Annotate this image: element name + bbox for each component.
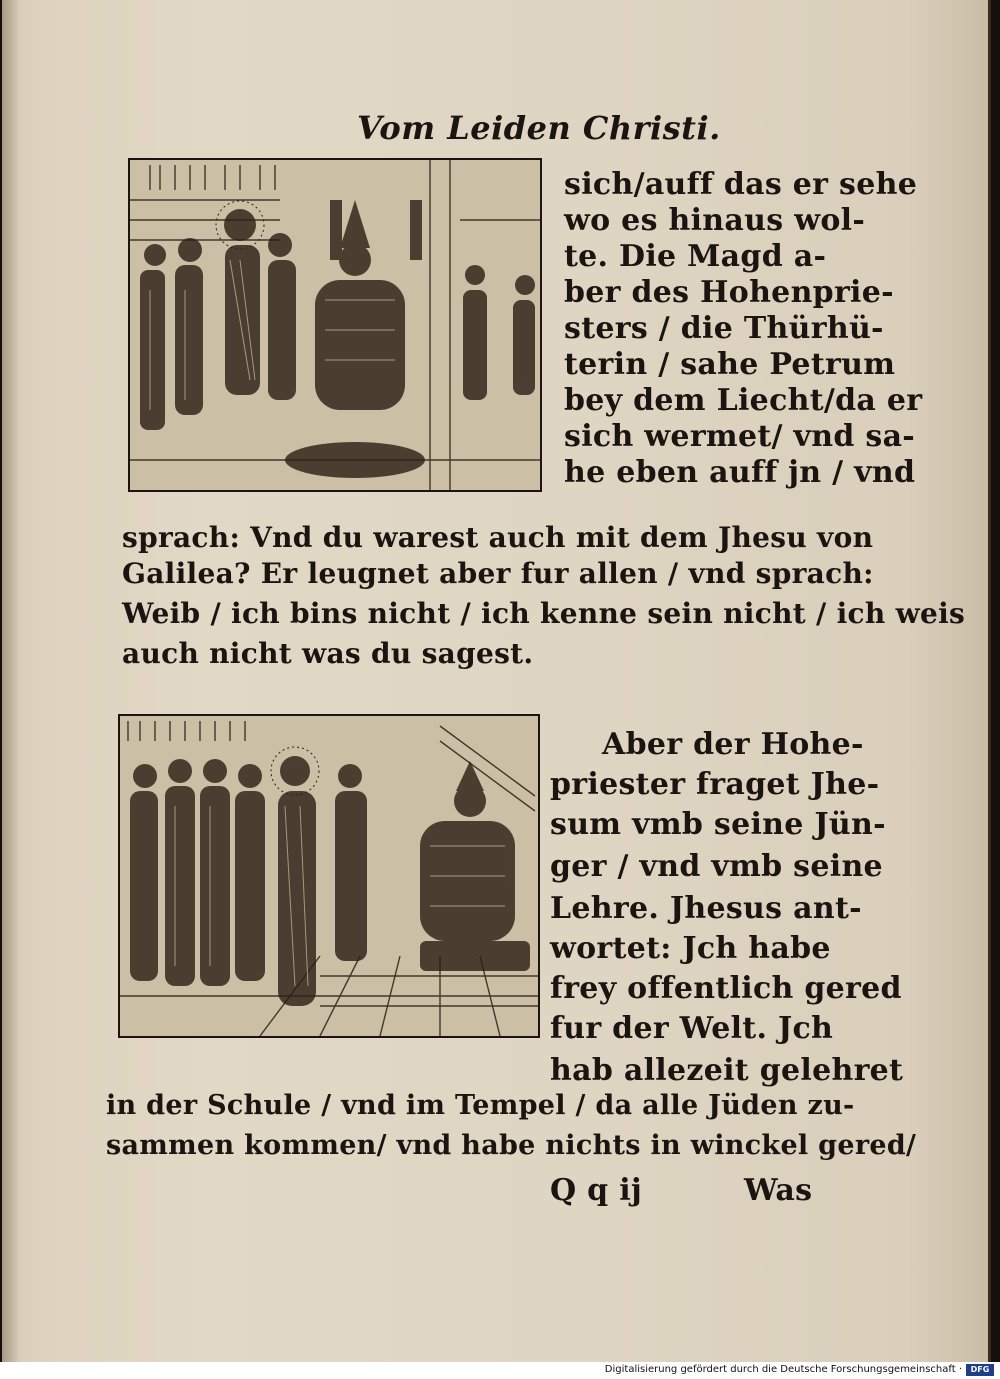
text-line: sum vmb seine Jün- xyxy=(550,807,886,842)
text-line: sammen kommen/ vnd habe nichts in winckel gered/ xyxy=(106,1130,917,1161)
text-line: auch nicht was du sagest. xyxy=(122,637,534,670)
text-line: sters / die Thürhü- xyxy=(564,311,884,346)
running-head: Vom Leiden Christi. xyxy=(357,109,721,147)
text-line: wortet: Jch habe xyxy=(550,931,831,966)
text-line: sich/auff das er sehe xyxy=(564,167,918,202)
book-page xyxy=(2,0,991,1362)
text-line: Lehre. Jhesus ant- xyxy=(550,891,862,926)
text-line: Galilea? Er leugnet aber fur allen / vnd sprach: xyxy=(122,557,874,590)
text-line: Aber der Hohe- xyxy=(602,727,864,762)
text-line: priester fraget Jhe- xyxy=(550,767,880,802)
text-line: ger / vnd vmb seine xyxy=(550,849,883,884)
text-line: fur der Welt. Jch xyxy=(550,1011,834,1046)
text-line: terin / sahe Petrum xyxy=(564,347,896,382)
text-line: frey offentlich gered xyxy=(550,971,902,1006)
text-line: te. Die Magd a- xyxy=(564,239,827,274)
text-line: in der Schule / vnd im Tempel / da alle Jüden zu- xyxy=(106,1090,855,1121)
dfg-logo: DFG xyxy=(966,1364,994,1376)
text-line: sprach: Vnd du warest auch mit dem Jhesu von xyxy=(122,521,874,554)
footer-credit-text: Digitalisierung gefördert durch die Deutsche Forschungsgemeinschaft · xyxy=(604,1364,962,1375)
text-line: Weib / ich bins nicht / ich kenne sein nicht / ich weis xyxy=(122,597,966,630)
text-line: he eben auff jn / vnd xyxy=(564,455,916,490)
signature-mark: Q q ij xyxy=(550,1173,643,1208)
gutter-shadow xyxy=(2,0,20,1362)
text-line: bey dem Liecht/da er xyxy=(564,383,923,418)
woodcut-illustration-2 xyxy=(118,714,540,1038)
digitization-footer xyxy=(0,1362,1000,1379)
text-line: sich wermet/ vnd sa- xyxy=(564,419,916,454)
text-line: ber des Hohenprie- xyxy=(564,275,894,310)
text-line: hab allezeit gelehret xyxy=(550,1053,904,1088)
text-line: wo es hinaus wol- xyxy=(564,203,866,238)
woodcut-illustration-1 xyxy=(128,158,542,492)
catchword: Was xyxy=(744,1173,813,1208)
